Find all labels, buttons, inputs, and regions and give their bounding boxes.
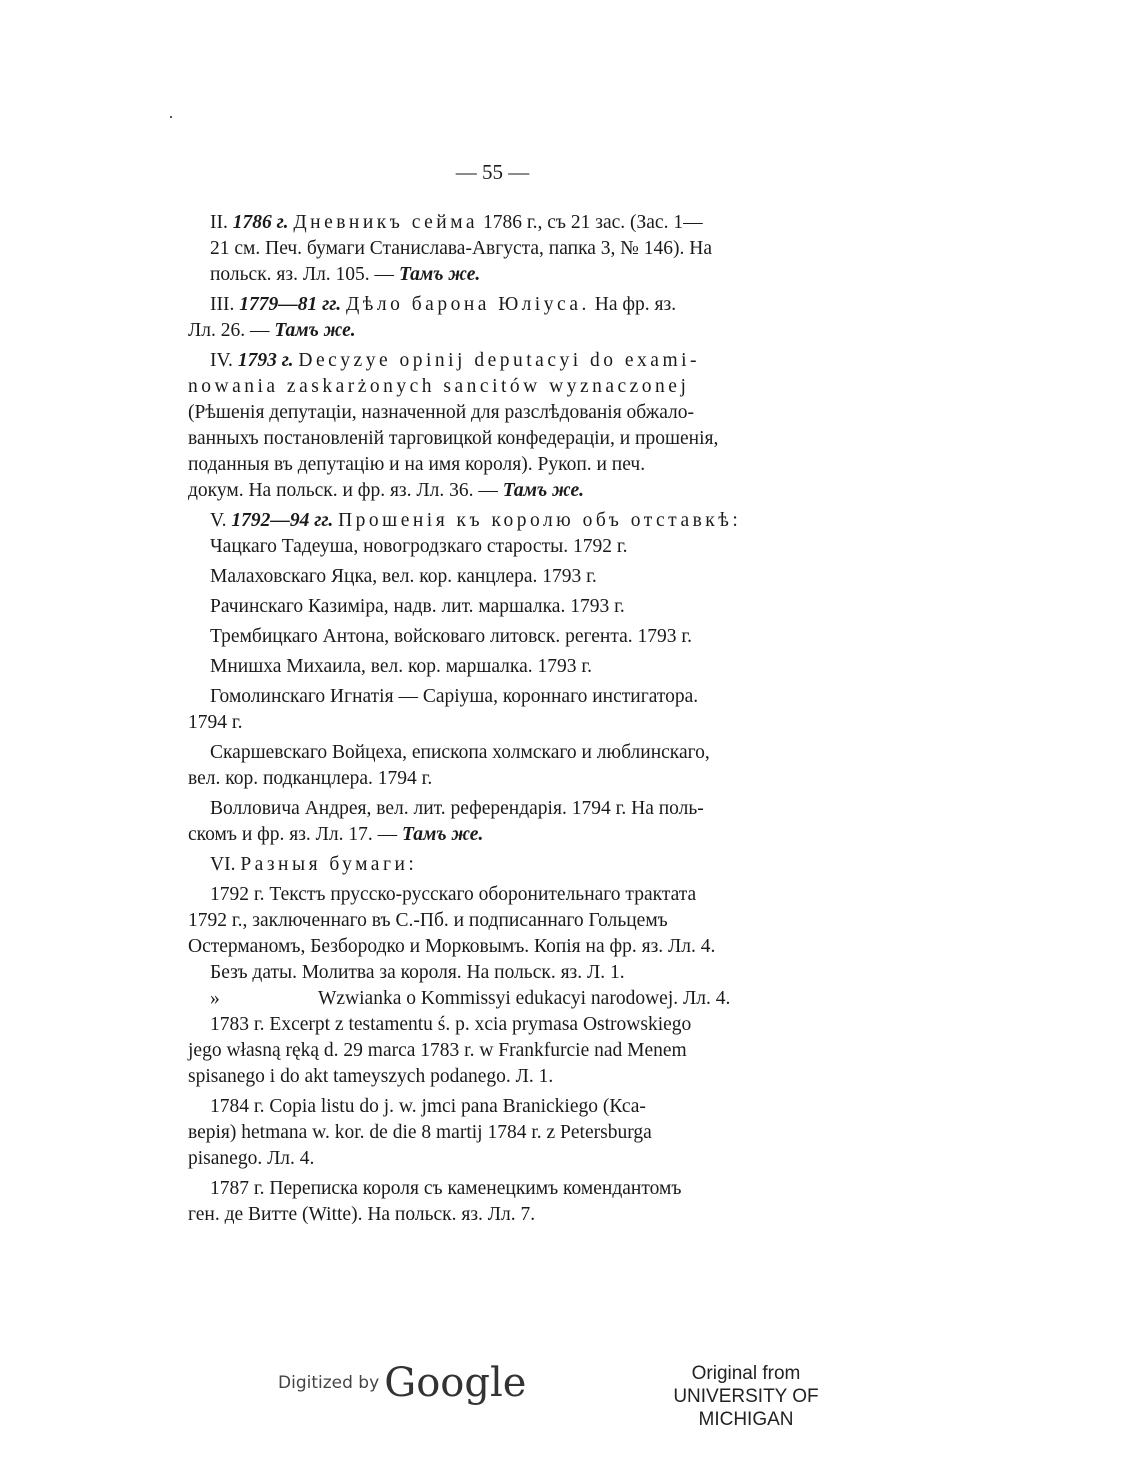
text-span: На фр. яз. — [594, 294, 677, 315]
text-line — [188, 508, 813, 534]
section-title: Разныя бумаги: — [240, 854, 418, 875]
text-line: Трембицкаго Антона, войсковаго литовск. регента. 1793 г. — [210, 626, 693, 647]
section-iv — [188, 348, 813, 504]
section-year: 1792—94 гг. — [231, 510, 334, 531]
digitized-by-google — [278, 1360, 526, 1406]
text-line: верія) hetmana w. kor. de die 8 martij 1784 r. z Petersburga — [188, 1122, 652, 1143]
section-ii — [188, 210, 813, 288]
text-line: (Рѣшенія депутаціи, назначенной для разслѣдованія обжало- — [188, 402, 695, 423]
text-line — [188, 822, 813, 848]
section-title: Дѣло барона Юліуса. — [346, 294, 590, 315]
original-from-label: Original from — [691, 1363, 801, 1384]
petition-entry — [188, 740, 813, 792]
university-name: UNIVERSITY OF MICHIGAN — [673, 1386, 819, 1430]
petition-entry — [188, 624, 813, 650]
section-title: Decyzye opinij deputacyi do exami- — [298, 350, 701, 371]
text-line — [188, 348, 813, 374]
section-vi — [188, 852, 813, 1228]
text-line: 1794 г. — [188, 712, 243, 733]
text-line: nowania zaskarżonych sancitów wyznaczonej — [188, 376, 690, 397]
digitized-label: Digitized by — [278, 1373, 380, 1393]
text-line: вел. кор. подканцлера. 1794 г. — [188, 768, 433, 789]
petition-entry — [188, 594, 813, 620]
text-line: 1792 г., заключеннаго въ С.-Пб. и подписаннаго Гольцемъ — [188, 910, 668, 931]
text-line: Скаршевскаго Войцеха, епископа холмскаго и люблинскаго, — [210, 742, 710, 763]
text-line: ванныхъ постановленій тарговицкой конфедераціи, и прошенія, — [188, 428, 719, 449]
petition-entry — [188, 534, 813, 560]
text-line: 1784 г. Copia listu do j. w. jmci pana Branickiego (Кса- — [210, 1096, 646, 1117]
text-line: Чацкаго Тадеуша, новогродзкаго старосты. 1792 г. — [210, 536, 628, 557]
section-title: Дневникъ сейма — [293, 212, 479, 233]
section-number: II. — [210, 212, 228, 233]
text-span: Лл. 26. — — [188, 320, 275, 341]
entry-1784 — [188, 1094, 813, 1172]
text-line: 1787 г. Переписка короля съ каменецкимъ комендантомъ — [210, 1178, 682, 1199]
text-line — [188, 852, 813, 878]
text-span: 1786 г., съ 21 зас. (Зас. 1— — [482, 212, 703, 233]
tam-zhe: Тамъ же. — [274, 320, 356, 341]
text-line — [188, 478, 813, 504]
text-line — [188, 318, 813, 344]
text-line: 1783 г. Excerpt z testamentu ś. p. xcia prymasa Ostrowskiego — [210, 1014, 692, 1035]
original-from — [628, 1362, 864, 1431]
page-number: — 55 — — [455, 160, 530, 184]
ditto-mark: » — [210, 988, 220, 1009]
entry-undated: Безъ даты. Молитва за короля. На польск. яз. Л. 1. — [210, 962, 625, 983]
tam-zhe: Тамъ же. — [402, 824, 484, 845]
text-line: Волловича Андрея, вел. лит. референдарія. 1794 г. На поль- — [210, 798, 704, 819]
petition-entry — [188, 564, 813, 590]
text-line: 1792 г. Текстъ прусско-русскаго оборонительнаго трактата — [210, 884, 697, 905]
tam-zhe: Тамъ же. — [398, 264, 481, 285]
section-number: V. — [210, 510, 227, 531]
text-line — [188, 210, 813, 236]
section-year: 1779—81 гг. — [239, 294, 342, 315]
section-iii — [188, 292, 813, 344]
text-line: pisanego. Лл. 4. — [188, 1148, 315, 1169]
page-body — [188, 210, 813, 1228]
text-span: докум. На польск. и фр. яз. Лл. 36. — — [188, 480, 503, 501]
petition-list — [188, 534, 813, 792]
text-line: Гомолинскаго Игнатія — Саріуша, короннаго инстигатора. — [210, 686, 699, 707]
section-number: IV. — [210, 350, 233, 371]
text-span: скомъ и фр. яз. Лл. 17. — — [188, 824, 403, 845]
scan-speck — [170, 116, 172, 118]
text-line: 21 см. Печ. бумаги Станислава-Августа, папка 3, № 146). На — [210, 238, 712, 259]
text-line: Мнишха Михаила, вел. кор. маршалка. 1793 г. — [210, 656, 593, 677]
tam-zhe: Тамъ же. — [502, 480, 585, 501]
section-title: Прошенія къ королю объ отставкѣ: — [338, 510, 742, 531]
text-line: spisanego i do akt tameyszych podanego. Л. 1. — [188, 1066, 554, 1087]
text-line: поданныя въ депутацію и на имя короля). Рукоп. и печ. — [188, 454, 646, 475]
google-logo: Google — [384, 1360, 527, 1406]
section-year: 1793 г. — [237, 350, 294, 371]
section-v — [188, 508, 813, 848]
text-line: Остерманомъ, Безбородко и Морковымъ. Копія на фр. яз. Лл. 4. — [188, 936, 716, 957]
entry-ditto — [188, 986, 813, 1012]
entry-1792 — [188, 882, 813, 960]
section-number: VI. — [210, 854, 236, 875]
entry-1783 — [188, 1012, 813, 1090]
petition-entry — [188, 654, 813, 680]
text-line: ген. де Витте (Witte). На польск. яз. Лл. 7. — [188, 1204, 536, 1225]
section-year: 1786 г. — [232, 212, 289, 233]
text-line — [188, 292, 813, 318]
text-line: jego własną ręką d. 29 marca 1783 r. w Frankfurcie nad Menem — [188, 1040, 687, 1061]
text-span: Wzwianka o Kommissyi edukacyi narodowej. Лл. 4. — [318, 988, 731, 1009]
text-span: польск. яз. Лл. 105. — — [210, 264, 399, 285]
entry-1787 — [188, 1176, 813, 1228]
text-line — [188, 262, 813, 288]
section-number: III. — [210, 294, 235, 315]
petition-entry — [188, 684, 813, 736]
text-line: Малаховскаго Яцка, вел. кор. канцлера. 1793 г. — [210, 566, 597, 587]
text-line: Рачинскаго Казиміра, надв. лит. маршалка. 1793 г. — [210, 596, 625, 617]
